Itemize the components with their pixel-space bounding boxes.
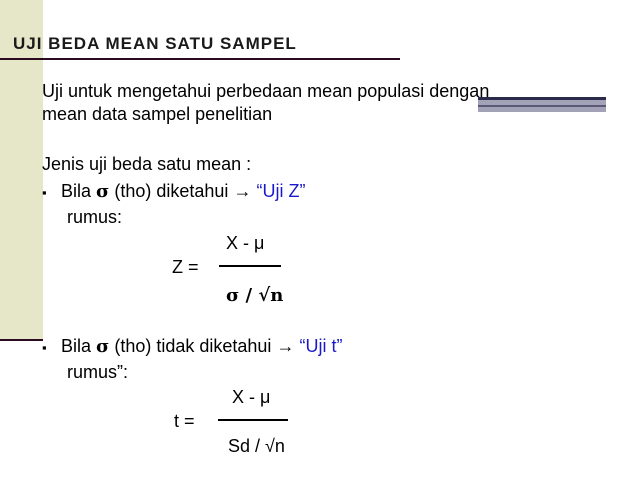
arrow-icon: → xyxy=(233,181,252,201)
t-lhs: t = xyxy=(174,411,195,431)
sigma-symbol: σ xyxy=(96,336,110,357)
t-prefix: Bila xyxy=(61,336,92,356)
t-test-condition xyxy=(42,335,342,359)
intro-line-2: mean data sampel penelitian xyxy=(42,104,273,124)
z-result: “Uji Z” xyxy=(256,181,306,201)
z-test-condition xyxy=(42,180,305,204)
title-divider xyxy=(0,58,400,60)
sigma-symbol: σ xyxy=(96,181,110,202)
z-fraction-bar xyxy=(219,265,281,267)
t-middle: (tho) tidak diketahui xyxy=(114,336,272,356)
t-fraction-bar xyxy=(218,419,288,421)
t-denominator: Sd / √n xyxy=(228,436,285,456)
arrow-icon: → xyxy=(276,336,295,356)
slide-title: UJI BEDA MEAN SATU SAMPEL xyxy=(13,34,297,53)
t-numerator: X - μ xyxy=(232,387,271,407)
z-lhs: Z = xyxy=(172,257,199,277)
bullet-icon: ▪ xyxy=(42,340,47,355)
intro-line-1: Uji untuk mengetahui perbedaan mean populasi dengan xyxy=(42,81,490,101)
z-middle: (tho) diketahui xyxy=(114,181,229,201)
bullet-icon: ▪ xyxy=(42,185,47,200)
decorative-accent-bar xyxy=(478,97,606,112)
z-prefix: Bila xyxy=(61,181,92,201)
jenis-uji-label: Jenis uji beda satu mean : xyxy=(42,154,252,174)
z-numerator: X - μ xyxy=(226,233,265,253)
t-rumus-label: rumus”: xyxy=(67,362,129,382)
z-denominator-text: σ / √n xyxy=(226,285,284,306)
z-denominator xyxy=(226,285,283,306)
z-rumus-label: rumus: xyxy=(67,207,123,227)
t-result: “Uji t” xyxy=(299,336,343,356)
sidebar-bottom-divider xyxy=(0,339,43,341)
